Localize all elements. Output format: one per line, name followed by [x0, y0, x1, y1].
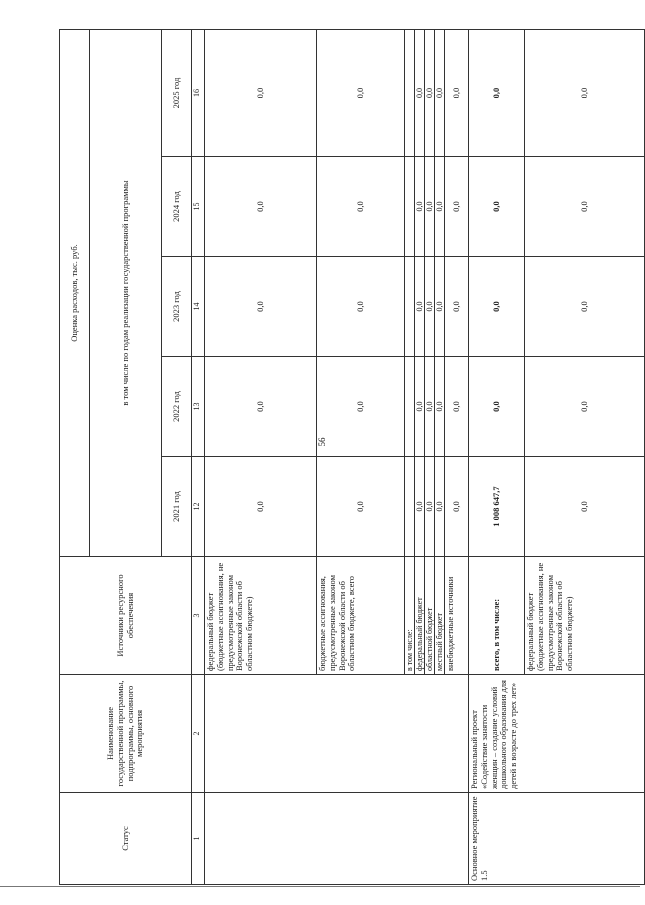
source-cell: местный бюджет: [435, 557, 445, 675]
value-cell: 0,0: [435, 357, 445, 457]
value-cell: 0,0: [415, 157, 425, 257]
value-cell: 0,0: [317, 257, 405, 357]
index-cell: 1: [192, 793, 205, 885]
value-cell: 0,0: [205, 29, 317, 156]
value-cell: [405, 457, 415, 557]
header-year-2023: 2023 год: [162, 257, 192, 357]
status-cell: Основное мероприятие 1.5: [469, 793, 645, 885]
header-source: Источники ресурсного обеспечения: [60, 557, 192, 675]
source-cell-total: всего, в том числе:: [469, 557, 525, 675]
header-year-2022: 2022 год: [162, 357, 192, 457]
source-cell: областной бюджет: [425, 557, 435, 675]
value-cell: 0,0: [415, 257, 425, 357]
source-cell: федеральный бюджет: [415, 557, 425, 675]
source-cell: в том числе:: [405, 557, 415, 675]
value-cell: [405, 29, 415, 156]
value-cell: 0,0: [415, 29, 425, 156]
index-cell: 12: [192, 457, 205, 557]
index-cell: 3: [192, 557, 205, 675]
value-cell: 0,0: [425, 257, 435, 357]
source-cell: внебюджетные источники: [445, 557, 469, 675]
value-cell: 0,0: [525, 29, 645, 156]
value-cell: 0,0: [205, 257, 317, 357]
budget-table: [59, 29, 645, 885]
source-cell: федеральный бюджет (бюджетные ассигнования, не предусмотренные законом Воронежской области об областном бюджете): [525, 557, 645, 675]
value-cell: 0,0: [525, 357, 645, 457]
value-cell: 0,0: [205, 157, 317, 257]
index-cell: 2: [192, 675, 205, 793]
table-row: [469, 29, 525, 884]
value-cell: 0,0: [445, 457, 469, 557]
value-cell: 0,0: [317, 357, 405, 457]
scan-edge-line: [0, 886, 640, 887]
value-cell: 0,0: [435, 157, 445, 257]
header-year-2024: 2024 год: [162, 157, 192, 257]
value-cell: 0,0: [435, 457, 445, 557]
index-cell: 15: [192, 157, 205, 257]
source-cell: бюджетные ассигнования, предусмотренные законом Воронежской области об областном бюджете, всего: [317, 557, 405, 675]
header-year-2021: 2021 год: [162, 457, 192, 557]
value-cell: 0,0: [525, 257, 645, 357]
value-cell: 0,0: [317, 29, 405, 156]
value-cell: [405, 357, 415, 457]
header-year-2025: 2025 год: [162, 29, 192, 156]
value-cell: [405, 257, 415, 357]
value-cell: 0,0: [435, 257, 445, 357]
source-cell: федеральный бюджет (бюджетные ассигнования, не предусмотренные законом Воронежской области об областном бюджете): [205, 557, 317, 675]
value-cell: 0,0: [425, 29, 435, 156]
rotated-page-area: [59, 30, 589, 885]
value-cell-total: 0,0: [469, 357, 525, 457]
index-cell: 16: [192, 29, 205, 156]
value-cell: 0,0: [317, 457, 405, 557]
value-cell: 0,0: [445, 157, 469, 257]
name-cell: Региональный проект «Содействие занятости женщин – создание условий дошкольного образования для детей в возрасте до трех лет»: [469, 675, 645, 793]
value-cell-total: 0,0: [469, 257, 525, 357]
index-cell: 13: [192, 357, 205, 457]
status-cell-empty: [205, 793, 469, 885]
value-cell: 0,0: [525, 457, 645, 557]
rotated-table-container: [59, 30, 589, 885]
header-estimate: Оценка расходов, тыс. руб.: [60, 29, 90, 556]
value-cell: 0,0: [445, 29, 469, 156]
header-by-years: в том числе по годам реализации государственной программы: [90, 29, 162, 556]
value-cell: 0,0: [205, 457, 317, 557]
column-index-row: [192, 29, 205, 884]
value-cell-total: 1 008 647,7: [469, 457, 525, 557]
name-cell-empty: [205, 675, 469, 793]
value-cell: 0,0: [415, 457, 425, 557]
value-cell-total: 0,0: [469, 29, 525, 156]
value-cell: 0,0: [425, 357, 435, 457]
header-name: Наименование государственной программы, подпрограммы, основного мероприятия: [60, 675, 192, 793]
value-cell: 0,0: [317, 157, 405, 257]
value-cell: 0,0: [445, 257, 469, 357]
value-cell: 0,0: [525, 157, 645, 257]
value-cell: 0,0: [445, 357, 469, 457]
value-cell: 0,0: [425, 157, 435, 257]
value-cell-total: 0,0: [469, 157, 525, 257]
header-status: Статус: [60, 793, 192, 885]
value-cell: 0,0: [415, 357, 425, 457]
value-cell: 0,0: [425, 457, 435, 557]
index-cell: 14: [192, 257, 205, 357]
value-cell: [405, 157, 415, 257]
table-row: [205, 29, 317, 884]
page-number: 56: [317, 437, 327, 447]
value-cell: 0,0: [205, 357, 317, 457]
value-cell: 0,0: [435, 29, 445, 156]
